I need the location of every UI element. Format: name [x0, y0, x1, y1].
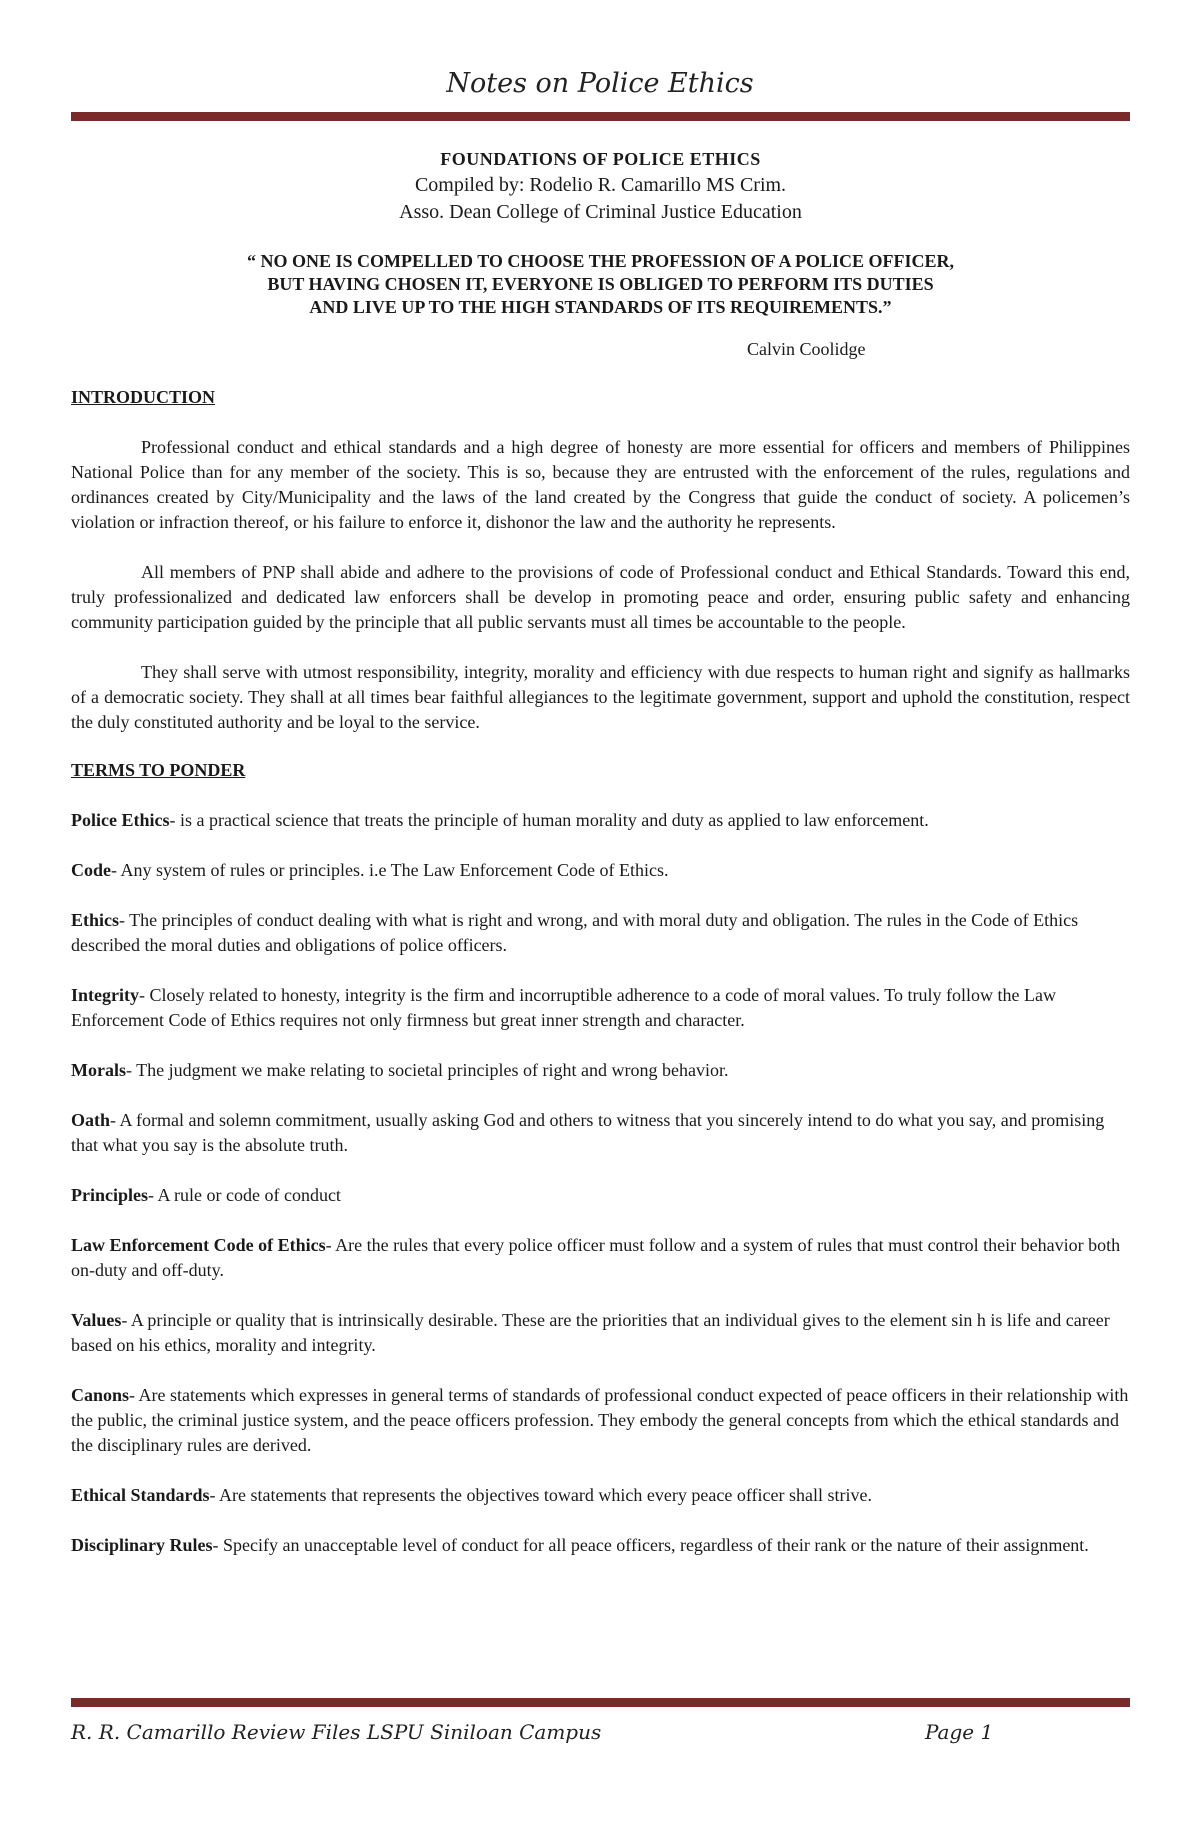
- document-body: [71, 147, 1130, 1558]
- term-item: [71, 1383, 1130, 1458]
- intro-paragraph: All members of PNP shall abide and adhere to the provisions of code of Professional conduct and Ethical Standards. Toward this end, truly professionalized and dedicated law enforcers shall be develop in promoting peace and order, ensuring public safety and enhancing community participation guided by the principle that all public servants must all times be accountable to the people.: [71, 562, 1130, 632]
- footer-rule: [71, 1698, 1130, 1707]
- term-name: Oath: [71, 1110, 111, 1130]
- term-definition: - A formal and solemn commitment, usually asking God and others to witness that you sincerely intend to do what you say, and promising that what you say is the absolute truth.: [71, 1110, 1105, 1155]
- introduction-heading: INTRODUCTION: [71, 387, 216, 407]
- intro-paragraph: They shall serve with utmost responsibility, integrity, morality and efficiency with due respects to human right and signify as hallmarks of a democratic society. They shall at all times bear faithful allegiances to the legitimate government, support and uphold the constitution, respect the duly constituted authority and be loyal to the service.: [71, 662, 1130, 732]
- term-definition: - Any system of rules or principles. i.e The Law Enforcement Code of Ethics.: [111, 860, 669, 880]
- term-name: Ethical Standards: [71, 1485, 210, 1505]
- term-item: [71, 808, 1130, 833]
- term-definition: - Are statements which expresses in general terms of standards of professional conduct expected of peace officers in their relationship with the public, the criminal justice system, and the peace officers profession. They embody the general concepts from which the ethical standards and the disciplinary rules are derived.: [71, 1385, 1129, 1455]
- term-item: [71, 1308, 1130, 1358]
- compiled-by: Compiled by: Rodelio R. Camarillo MS Crim.: [414, 174, 787, 196]
- term-definition: - Are the rules that every police officer must follow and a system of rules that must control their behavior both on-duty and off-duty.: [71, 1235, 1121, 1280]
- term-definition: - Specify an unacceptable level of conduct for all peace officers, regardless of their rank or the nature of their assignment.: [212, 1535, 1089, 1555]
- term-item: [71, 858, 1130, 883]
- term-name: Morals: [71, 1060, 126, 1080]
- term-definition: - A principle or quality that is intrinsically desirable. These are the priorities that an individual gives to the element sin h is life and career based on his ethics, morality and integrity.: [71, 1310, 1110, 1355]
- term-name: Values: [71, 1310, 122, 1330]
- document-title: FOUNDATIONS OF POLICE ETHICS: [440, 149, 761, 169]
- term-definition: - Closely related to honesty, integrity is the firm and incorruptible adherence to a code of moral values. To truly follow the Law Enforcement Code of Ethics requires not only firmness but great inner strength and character.: [71, 985, 1056, 1030]
- quote-line: AND LIVE UP TO THE HIGH STANDARDS OF ITS REQUIREMENTS.”: [309, 297, 892, 317]
- term-definition: - Are statements that represents the objectives toward which every peace officer shall strive.: [209, 1485, 872, 1505]
- intro-paragraph: Professional conduct and ethical standards and a high degree of honesty are more essential for officers and members of Philippines National Police than for any member of the society. This is so, because they are entrusted with the enforcement of the rules, regulations and ordinances created by City/Municipality and the laws of the land created by the Congress that guide the conduct of society. A policemen’s violation or infraction thereof, or his failure to enforce it, dishonor the law and the authority he represents.: [71, 437, 1130, 532]
- term-item: [71, 1233, 1130, 1283]
- quote-author: Calvin Coolidge: [747, 339, 866, 359]
- header-rule: [71, 112, 1130, 121]
- term-name: Code: [71, 860, 111, 880]
- quote: [71, 250, 1130, 319]
- header-title: Notes on Police Ethics: [446, 68, 754, 99]
- term-definition: - A rule or code of conduct: [148, 1185, 341, 1205]
- term-item: [71, 1483, 1130, 1508]
- term-name: Ethics: [71, 910, 120, 930]
- term-name: Law Enforcement Code of Ethics: [71, 1235, 326, 1255]
- footer-source: R. R. Camarillo Review Files LSPU Siniloan Campus: [71, 1720, 602, 1744]
- term-item: [71, 983, 1130, 1033]
- term-item: [71, 1183, 1130, 1208]
- author-position: Asso. Dean College of Criminal Justice Education: [399, 201, 802, 223]
- term-name: Police Ethics: [71, 810, 170, 830]
- term-definition: - is a practical science that treats the principle of human morality and duty as applied to law enforcement.: [169, 810, 929, 830]
- quote-line: “ NO ONE IS COMPELLED TO CHOOSE THE PROFESSION OF A POLICE OFFICER,: [247, 251, 954, 271]
- quote-line: BUT HAVING CHOSEN IT, EVERYONE IS OBLIGED TO PERFORM ITS DUTIES: [267, 274, 934, 294]
- term-item: [71, 1533, 1130, 1558]
- term-name: Principles: [71, 1185, 148, 1205]
- term-name: Integrity: [71, 985, 139, 1005]
- term-item: [71, 908, 1130, 958]
- term-definition: - The judgment we make relating to societal principles of right and wrong behavior.: [125, 1060, 729, 1080]
- term-item: [71, 1058, 1130, 1083]
- term-item: [71, 1108, 1130, 1158]
- term-name: Canons: [71, 1385, 130, 1405]
- page-number: Page 1: [925, 1720, 994, 1744]
- terms-heading: TERMS TO PONDER: [71, 760, 246, 780]
- term-name: Disciplinary Rules: [71, 1535, 213, 1555]
- term-definition: - The principles of conduct dealing with what is right and wrong, and with moral duty and obligation. The rules in the Code of Ethics described the moral duties and obligations of police officers.: [71, 910, 1079, 955]
